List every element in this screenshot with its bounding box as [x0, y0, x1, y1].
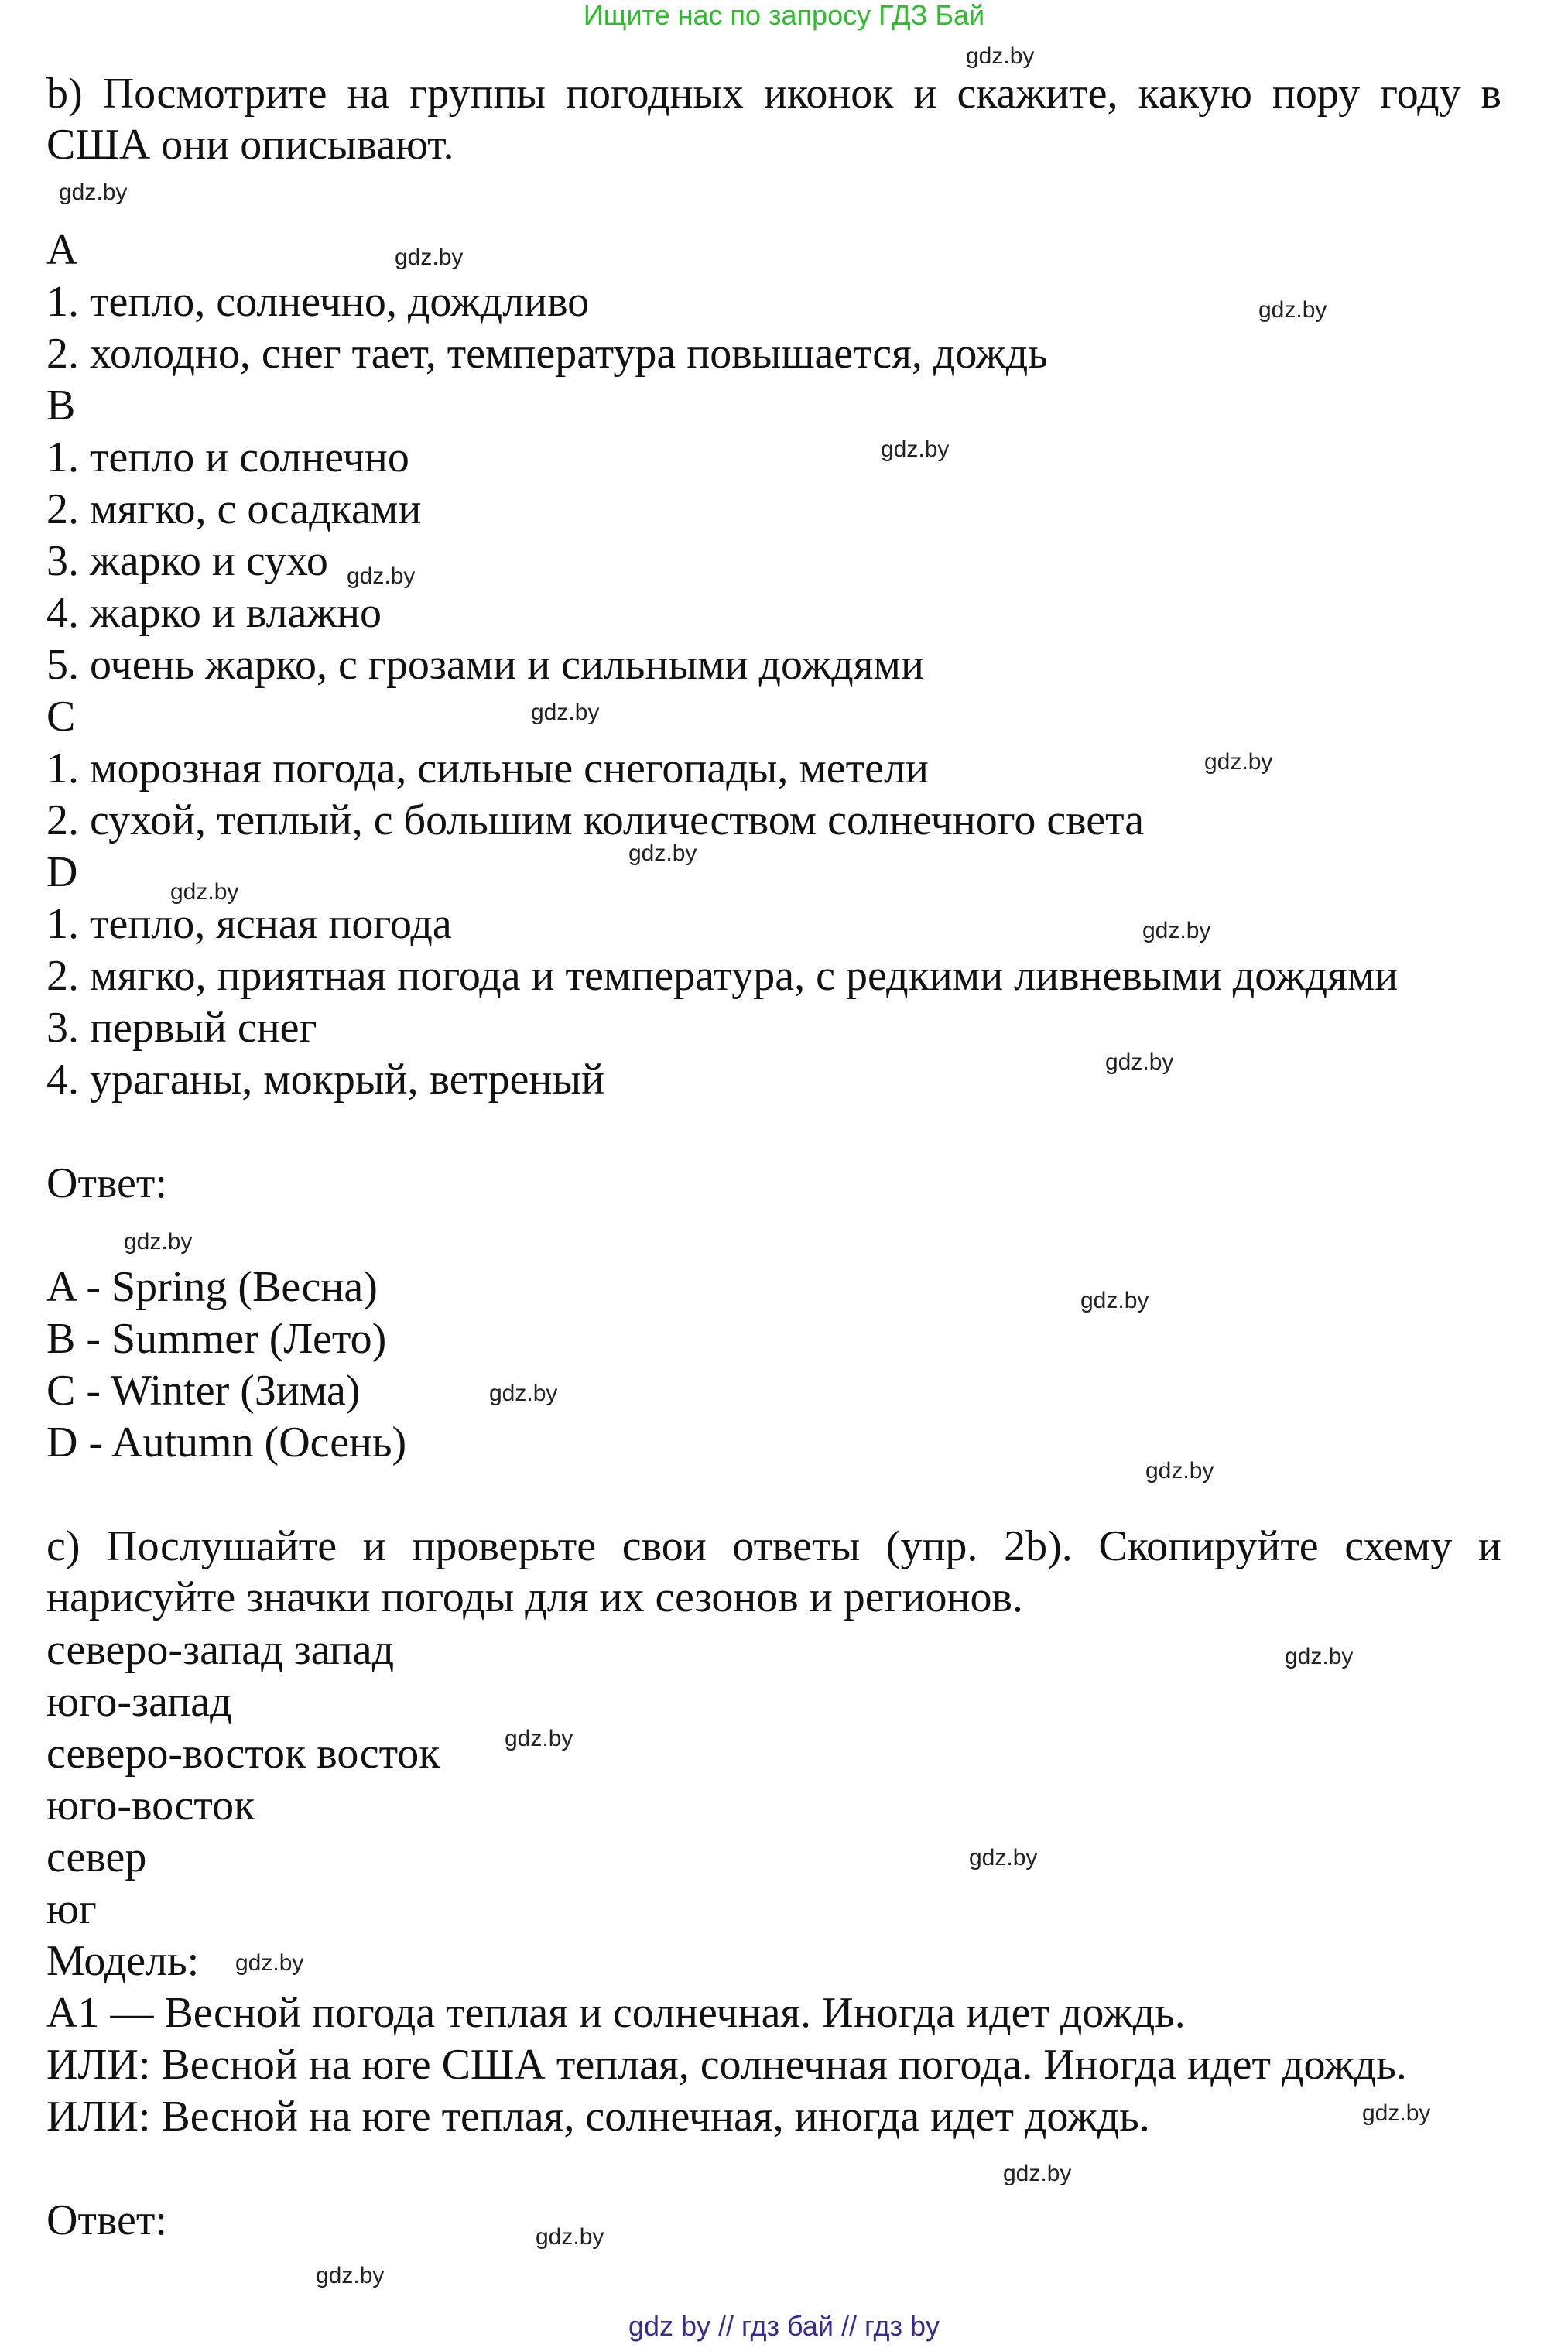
- watermark: gdz.by: [1285, 1644, 1354, 1669]
- watermark: gdz.by: [395, 245, 464, 270]
- group-b-item-4: 4. жарко и влажно: [46, 589, 382, 637]
- group-d-label: D: [46, 848, 78, 896]
- watermark: gdz.by: [1105, 1049, 1174, 1075]
- group-c-label: C: [46, 693, 76, 741]
- watermark: gdz.by: [536, 2224, 604, 2250]
- watermark: gdz.by: [235, 1950, 304, 1976]
- region-3: северо-восток восток: [46, 1730, 440, 1778]
- watermark: gdz.by: [1258, 297, 1327, 323]
- answer-a: A - Spring (Весна): [46, 1263, 378, 1311]
- group-d-item-2: 2. мягко, приятная погода и температура, с редкими ливневыми дождями: [46, 952, 1399, 1000]
- watermark: gdz.by: [881, 436, 950, 462]
- region-6: юг: [46, 1885, 97, 1933]
- watermark: gdz.by: [1142, 918, 1211, 943]
- watermark: gdz.by: [1362, 2100, 1431, 2126]
- section-c-intro: c) Послушайте и проверьте свои ответы (упр. 2b). Скопируйте схему и нарисуйте значки погоды для их сезонов и регионов.: [46, 1522, 1501, 1621]
- group-b-item-3: 3. жарко и сухо: [46, 537, 328, 585]
- watermark: gdz.by: [966, 43, 1035, 69]
- group-c-item-1: 1. морозная погода, сильные снегопады, метели: [46, 744, 929, 792]
- group-a-item-1: 1. тепло, солнечно, дождливо: [46, 278, 590, 326]
- answer-d: D - Autumn (Осень): [46, 1419, 407, 1467]
- group-b-label: B: [46, 382, 76, 430]
- model-line-1: A1 — Весной погода теплая и солнечная. Иногда идет дождь.: [46, 1989, 1186, 2037]
- group-a-label: A: [46, 226, 78, 274]
- watermark: gdz.by: [489, 1381, 558, 1406]
- section-b-intro: b) Посмотрите на группы погодных иконок и скажите, какую пору году в США они описывают.: [46, 70, 1501, 169]
- model-line-2: ИЛИ: Весной на юге США теплая, солнечная погода. Иногда идет дождь.: [46, 2041, 1407, 2089]
- watermark: gdz.by: [969, 1845, 1038, 1871]
- group-c-item-2: 2. сухой, теплый, с большим количеством солнечного света: [46, 796, 1145, 844]
- region-1: северо-запад запад: [46, 1626, 395, 1674]
- group-d-item-3: 3. первый снег: [46, 1004, 317, 1052]
- group-b-item-1: 1. тепло и солнечно: [46, 433, 409, 481]
- group-d-item-4: 4. ураганы, мокрый, ветреный: [46, 1056, 605, 1104]
- header-search-hint: Ищите нас по запросу ГДЗ Бай: [583, 0, 985, 31]
- watermark: gdz.by: [628, 840, 697, 866]
- region-2: юго-запад: [46, 1678, 232, 1726]
- region-4: юго-восток: [46, 1782, 255, 1829]
- answer-b: B - Summer (Лето): [46, 1315, 387, 1363]
- footer-links: gdz by // гдз бай // гдз by: [628, 2310, 940, 2342]
- model-label: Модель:: [46, 1937, 200, 1985]
- model-line-3: ИЛИ: Весной на юге теплая, солнечная, иногда идет дождь.: [46, 2093, 1150, 2141]
- watermark: gdz.by: [59, 180, 128, 205]
- watermark: gdz.by: [347, 563, 416, 589]
- watermark: gdz.by: [170, 879, 239, 905]
- watermark: gdz.by: [316, 2263, 385, 2288]
- region-5: север: [46, 1833, 147, 1881]
- watermark: gdz.by: [505, 1726, 573, 1751]
- answer-label-c: Ответ:: [46, 2196, 167, 2244]
- group-a-item-2: 2. холодно, снег тает, температура повышается, дождь: [46, 330, 1048, 378]
- group-d-item-1: 1. тепло, ясная погода: [46, 900, 452, 948]
- group-b-item-2: 2. мягко, с осадками: [46, 485, 422, 533]
- answer-label-b: Ответ:: [46, 1159, 167, 1207]
- group-b-item-5: 5. очень жарко, с грозами и сильными дождями: [46, 641, 924, 689]
- watermark: gdz.by: [1080, 1288, 1149, 1313]
- answer-c: C - Winter (Зима): [46, 1367, 361, 1415]
- watermark: gdz.by: [1145, 1458, 1214, 1484]
- watermark: gdz.by: [1204, 749, 1273, 775]
- watermark: gdz.by: [1003, 2161, 1072, 2186]
- watermark: gdz.by: [531, 700, 600, 725]
- watermark: gdz.by: [124, 1229, 193, 1254]
